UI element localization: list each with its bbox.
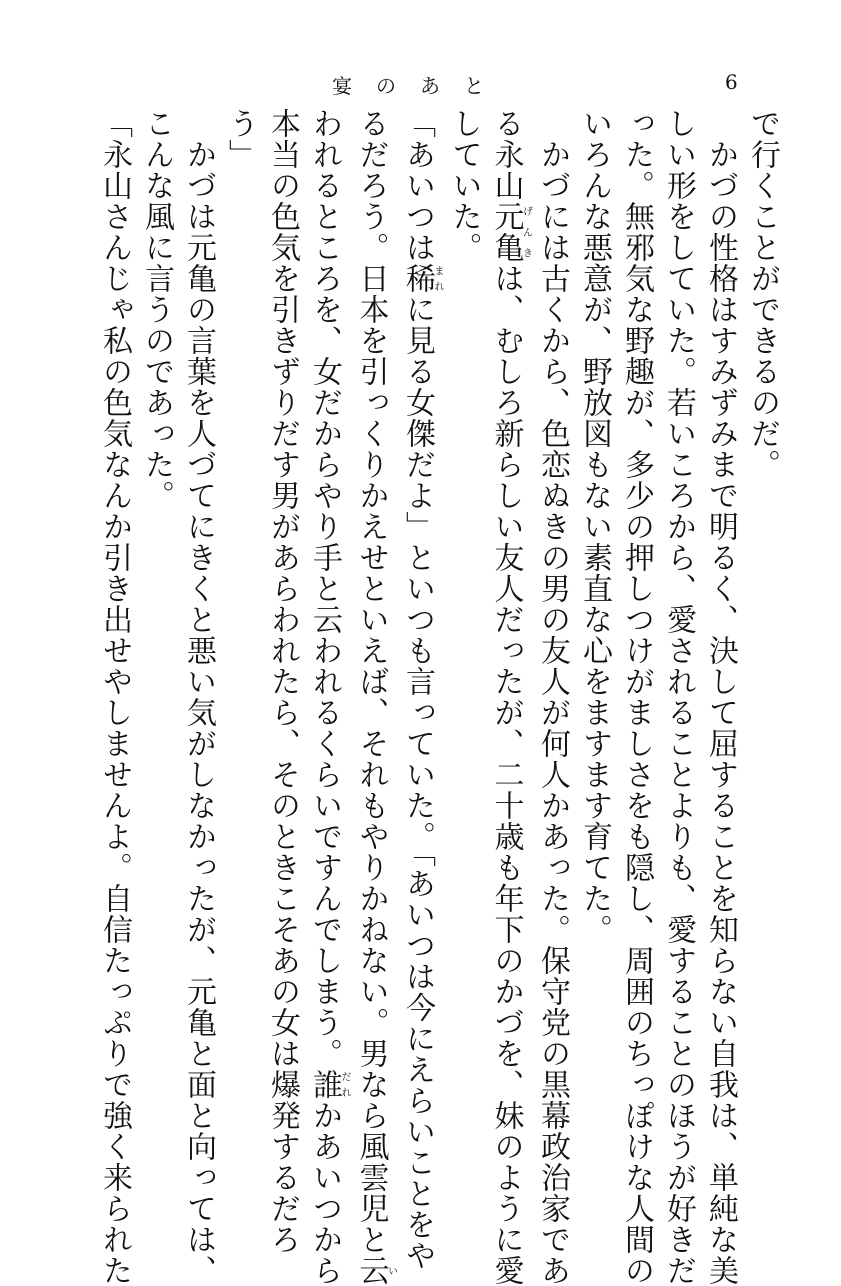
running-header-title: 宴のあと: [332, 74, 508, 98]
text-line: った。無邪気な野趣が、多少の押しつけがましさをも隠し、周囲のちっぽけな人間の: [619, 108, 654, 1286]
text-line: していた。: [446, 108, 482, 263]
furigana-ruby: 云い: [353, 1255, 397, 1286]
page-number: 6: [725, 70, 738, 94]
text-line: いろんな悪意が、野放図もない素直な心をますます育てた。: [577, 108, 612, 945]
text-line: るだろう。日本を引っくりかえせといえば、それもやりかねない。男なら風雲児と云い: [353, 108, 397, 1286]
text-line: 「永山さんじゃ私の色気なんか引き出せやしませんよ。自信たっぷりで強く来られた: [97, 108, 132, 1286]
text-line: こんな風に言うのであった。: [139, 108, 174, 511]
text-line: で行くことができるのだ。: [745, 108, 780, 480]
vertical-body-text: [63, 108, 783, 1286]
text-line: 本当の色気を引きずりだす男があらわれたら、そのときこそあの女は爆発するだろ: [265, 108, 300, 1255]
furigana-ruby: 元亀げんき: [488, 201, 532, 263]
text-line: しい形をしていた。若いころから、愛されることよりも、愛することのほうが好きだ: [661, 108, 696, 1286]
text-line: かづの性格はすみずみまで明るく、決して屈することを知らない自我は、単純な美: [703, 108, 738, 1286]
text-line: 「あいつは稀まれに見る女傑だよ」といつも言っていた。「あいつは今にえらいことをや: [400, 108, 443, 1271]
text-line: われるところを、女だからやり手と云われるくらいですんでしまう。誰だれかあいつから: [307, 108, 350, 1286]
text-line: る永山元亀げんきは、むしろ新らしい友人だったが、二十歳も年下のかづを、妹のように愛: [488, 108, 532, 1286]
furigana-ruby: 稀まれ: [400, 263, 443, 294]
text-line: かづは元亀の言葉を人づてにきくと悪い気がしなかったが、元亀と面と向っては、: [181, 108, 216, 1286]
furigana-ruby: 誰だれ: [307, 1069, 350, 1100]
text-line: かづには古くから、色恋ぬきの男の友人が何人かあった。保守党の黒幕政治家であ: [535, 108, 570, 1286]
text-line: う」: [223, 108, 258, 170]
